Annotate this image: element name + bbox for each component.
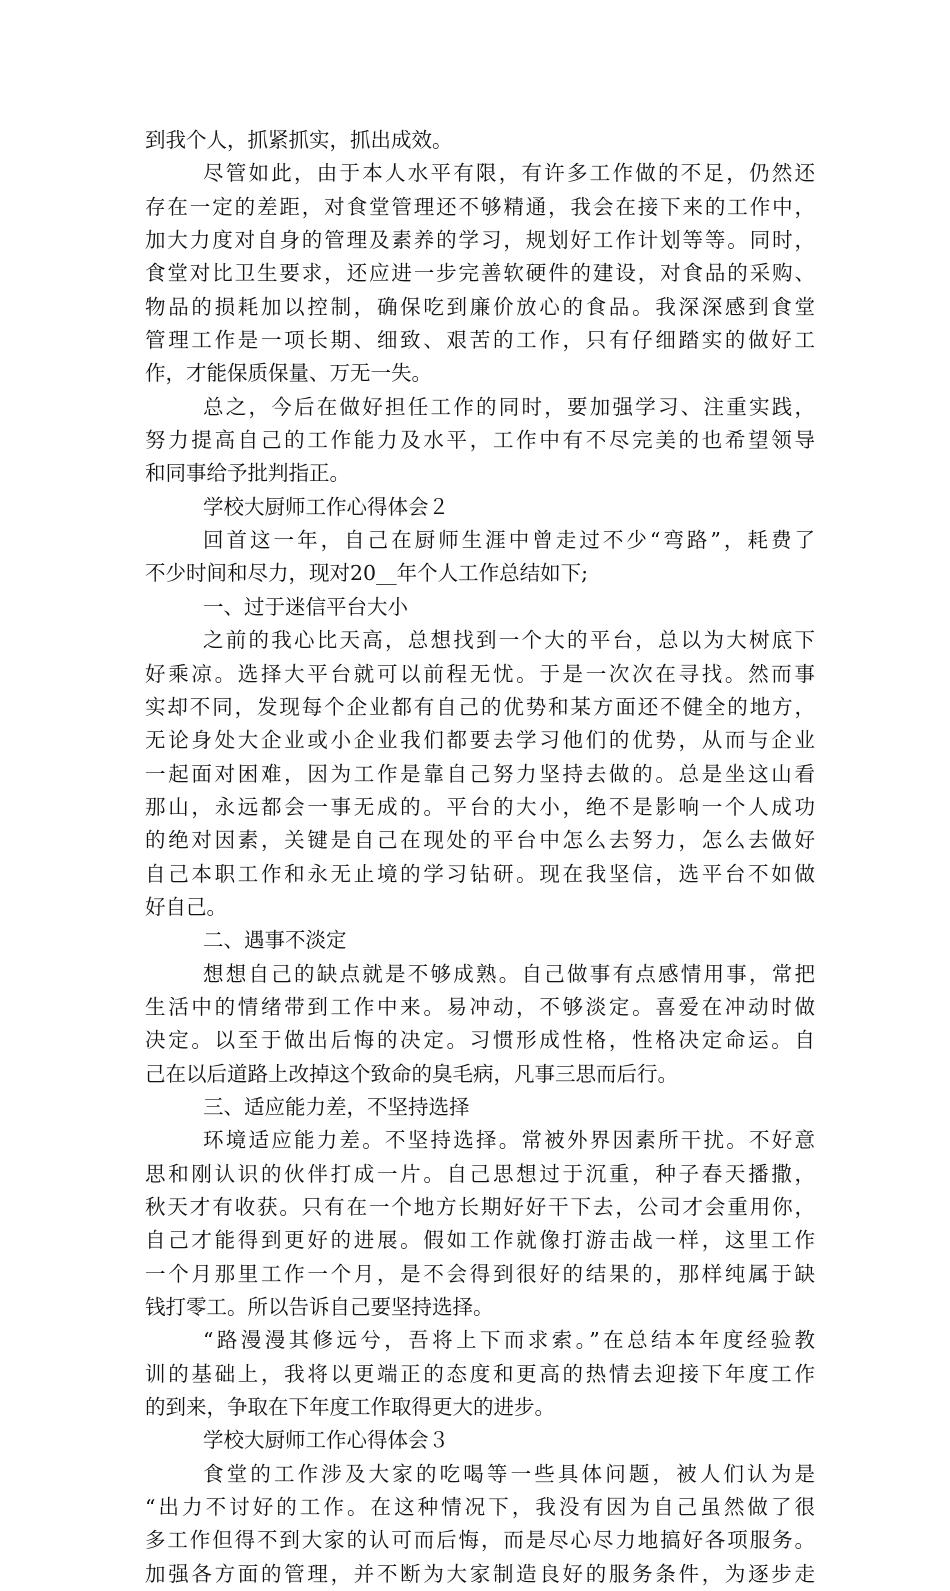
document-line: 自己本职工作和永无止境的学习钻研。现在我坚信，选平台不如做 xyxy=(145,861,815,886)
document-body xyxy=(145,124,815,1591)
document-line: 二、遇事不淡定 xyxy=(203,928,347,953)
document-line: 环境适应能力差。不坚持选择。常被外界因素所干扰。不好意 xyxy=(203,1128,815,1153)
document-line: 存在一定的差距，对食堂管理还不够精通，我会在接下来的工作中， xyxy=(145,194,815,219)
document-line: 的到来，争取在下年度工作取得更大的进步。 xyxy=(145,1395,555,1420)
document-line: 无论身处大企业或小企业我们都要去学习他们的优势，从而与企业 xyxy=(145,728,815,753)
document-line: 一个月那里工作一个月，是不会得到很好的结果的，那样纯属于缺 xyxy=(145,1261,815,1286)
document-line: 那山，永远都会一事无成的。平台的大小，绝不是影响一个人成功 xyxy=(145,794,815,819)
document-line: 管理工作是一项长期、细致、艰苦的工作，只有仔细踏实的做好工 xyxy=(145,328,815,353)
document-line: “出力不讨好的工作。在这种情况下，我没有因为自己虽然做了很 xyxy=(145,1495,815,1520)
document-line: 钱打零工。所以告诉自己要坚持选择。 xyxy=(145,1295,494,1320)
document-line: 一起面对困难，因为工作是靠自己努力坚持去做的。总是坐这山看 xyxy=(145,761,815,786)
document-line: 不少时间和尽力，现对20__年个人工作总结如下; xyxy=(145,561,588,586)
document-line: 之前的我心比天高，总想找到一个大的平台，总以为大树底下 xyxy=(203,628,815,653)
document-line: 好自己。 xyxy=(145,894,227,919)
document-line: 三、适应能力差，不坚持选择 xyxy=(203,1094,470,1119)
document-line: 和同事给予批判指正。 xyxy=(145,461,350,486)
document-line: 努力提高自己的工作能力及水平，工作中有不尽完美的也希望领导 xyxy=(145,428,815,453)
document-line: 想想自己的缺点就是不够成熟。自己做事有点感情用事，常把 xyxy=(203,961,815,986)
document-line: 实却不同，发现每个企业都有自己的优势和某方面还不健全的地方， xyxy=(145,694,815,719)
document-line: 加大力度对自身的管理及素养的学习，规划好工作计划等等。同时， xyxy=(145,228,815,253)
document-line: 到我个人，抓紧抓实，抓出成效。 xyxy=(145,128,453,152)
document-line: 食堂的工作涉及大家的吃喝等一些具体问题，被人们认为是 xyxy=(203,1461,815,1486)
document-line: 尽管如此，由于本人水平有限，有许多工作做的不足，仍然还 xyxy=(203,161,815,186)
document-line: 学校大厨师工作心得体会２ xyxy=(203,494,449,519)
document-line: 多工作但得不到大家的认可而后悔，而是尽心尽力地搞好各项服务。 xyxy=(145,1528,815,1553)
document-line: 自己才能得到更好的进展。假如工作就像打游击战一样，这里工作 xyxy=(145,1228,815,1253)
document-line: 思和刚认识的伙伴打成一片。自己思想过于沉重，种子春天播撒， xyxy=(145,1161,815,1186)
document-line: 训的基础上，我将以更端正的态度和更高的热情去迎接下年度工作 xyxy=(145,1361,815,1386)
document-line: 决定。以至于做出后悔的决定。习惯形成性格，性格决定命运。自 xyxy=(145,1028,815,1053)
document-line: 食堂对比卫生要求，还应进一步完善软硬件的建设，对食品的采购、 xyxy=(145,261,815,286)
document-line: 学校大厨师工作心得体会３ xyxy=(203,1428,449,1453)
document-line: 作，才能保质保量、万无一失。 xyxy=(145,361,432,386)
document-line: “路漫漫其修远兮，吾将上下而求索。”在总结本年度经验教 xyxy=(203,1328,815,1353)
document-line: 总之，今后在做好担任工作的同时，要加强学习、注重实践， xyxy=(203,394,815,419)
document-line: 一、过于迷信平台大小 xyxy=(203,594,408,619)
document-line: 秋天才有收获。只有在一个地方长期好好干下去，公司才会重用你， xyxy=(145,1195,815,1219)
document-line: 的绝对因素，关键是自己在现处的平台中怎么去努力，怎么去做好 xyxy=(145,828,815,853)
document-line: 己在以后道路上改掉这个致命的臭毛病，凡事三思而后行。 xyxy=(145,1061,678,1086)
document-line: 生活中的情绪带到工作中来。易冲动，不够淡定。喜爱在冲动时做 xyxy=(145,994,815,1019)
document-line: 回首这一年，自己在厨师生涯中曾走过不少“弯路”，耗费了 xyxy=(203,528,815,553)
document-line: 物品的损耗加以控制，确保吃到廉价放心的食品。我深深感到食堂 xyxy=(145,294,815,319)
document-line: 好乘凉。选择大平台就可以前程无忧。于是一次次在寻找。然而事 xyxy=(145,661,815,686)
document-line: 加强各方面的管理，并不断为大家制造良好的服务条件，为逐步走 xyxy=(145,1561,815,1586)
